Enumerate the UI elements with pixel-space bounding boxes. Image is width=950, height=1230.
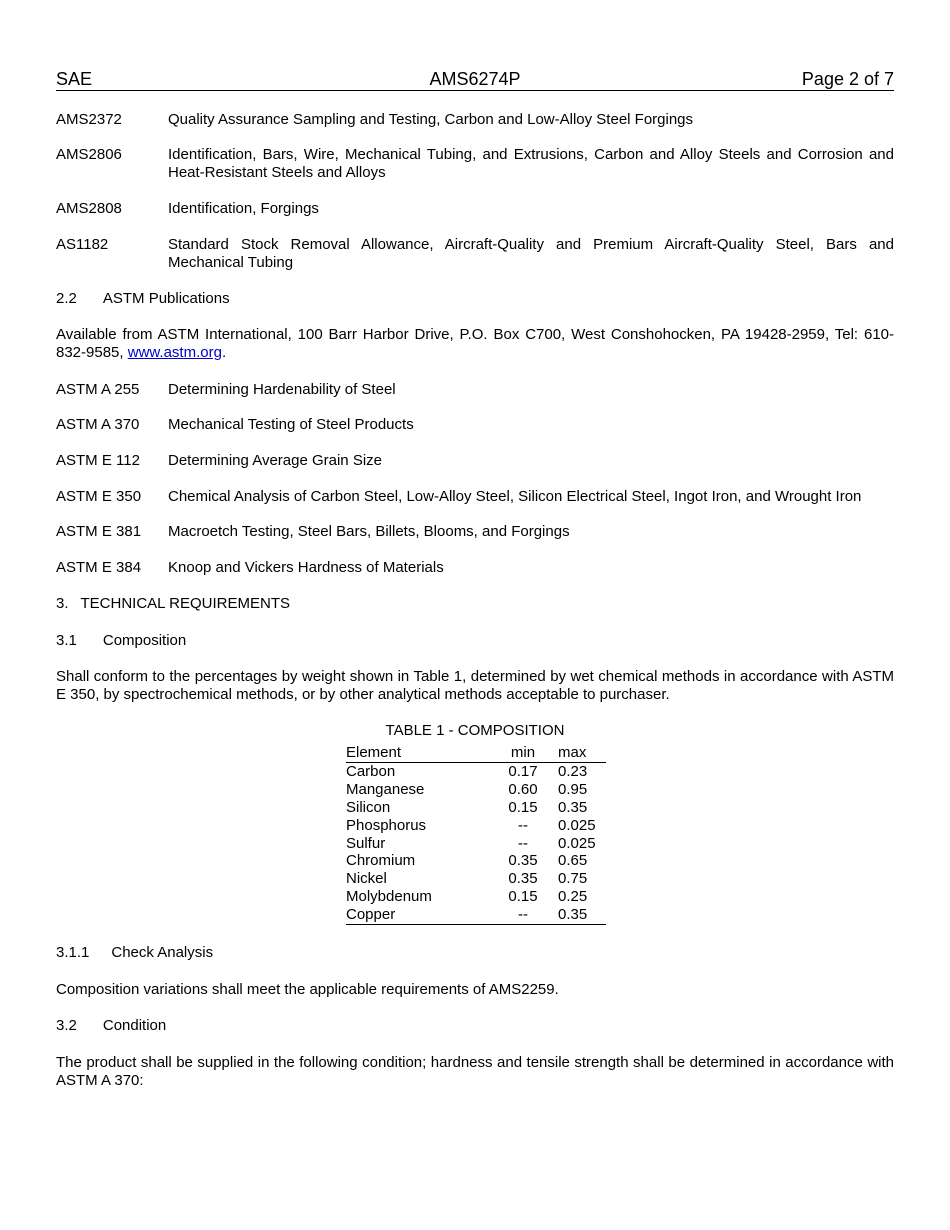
table-row (346, 852, 606, 870)
min-cell: 0.17 (508, 762, 538, 780)
header-page-number: Page 2 of 7 (801, 69, 894, 89)
reference-title: Identification, Forgings (168, 200, 319, 217)
reference-title: Standard Stock Removal Allowance, Aircraft-Quality and Premium Aircraft-Quality Steel, Bars and Mechanical Tubing (168, 236, 894, 271)
min-cell: 0.35 (508, 870, 538, 888)
max-cell: 0.35 (558, 906, 588, 924)
reference-code: ASTM A 255 (56, 381, 140, 398)
section-heading (56, 632, 894, 650)
reference-code: ASTM E 381 (56, 523, 142, 540)
min-cell: -- (518, 834, 528, 852)
reference-item (56, 200, 894, 218)
reference-item (56, 559, 894, 577)
composition-paragraph: Shall conform to the percentages by weight shown in Table 1, determined by wet chemical methods in accordance with ASTM E 350, by spectrochemical methods, or by other analytical methods acceptable to purchaser. (56, 668, 894, 703)
table-row (346, 906, 606, 924)
reference-code: AMS2806 (56, 146, 122, 163)
reference-code: ASTM E 112 (56, 452, 140, 469)
element-cell: Copper (346, 906, 396, 924)
availability-text: Available from ASTM International, 100 Barr Harbor Drive, P.O. Box C700, West Conshohocken, PA 19428-2959, Tel: 610-832-9585, (56, 326, 894, 361)
max-cell: 0.23 (558, 762, 588, 780)
min-cell: 0.35 (508, 852, 538, 870)
table-row (346, 870, 606, 888)
min-cell: 0.15 (508, 888, 538, 906)
element-cell: Manganese (346, 780, 425, 798)
min-cell: -- (518, 906, 528, 924)
reference-title: Chemical Analysis of Carbon Steel, Low-Alloy Steel, Silicon Electrical Steel, Ingot Iron, and Wrought Iron (168, 488, 862, 505)
reference-item (56, 523, 894, 541)
table-title: TABLE 1 - COMPOSITION (385, 722, 565, 739)
reference-title: Determining Average Grain Size (168, 452, 382, 469)
reference-code: AMS2372 (56, 111, 122, 128)
reference-title: Determining Hardenability of Steel (168, 381, 396, 398)
section-title: Condition (102, 1017, 167, 1034)
reference-item (56, 111, 894, 129)
reference-code: AMS2808 (56, 200, 122, 217)
section-title: Composition (102, 632, 187, 649)
reference-title: Identification, Bars, Wire, Mechanical Tubing, and Extrusions, Carbon and Alloy Steels and Corrosion and Heat-Resistant Steels and Alloys (168, 146, 894, 181)
min-cell: -- (518, 816, 528, 834)
table-row (346, 817, 606, 835)
reference-item (56, 452, 894, 470)
max-cell: 0.65 (558, 852, 588, 870)
section-heading (56, 595, 894, 613)
section-heading (56, 290, 894, 308)
max-cell: 0.95 (558, 780, 588, 798)
reference-title: Quality Assurance Sampling and Testing, Carbon and Low-Alloy Steel Forgings (168, 111, 694, 128)
element-cell: Carbon (346, 762, 396, 780)
element-cell: Sulfur (346, 834, 386, 852)
section-heading (56, 1017, 894, 1035)
column-header: Element (346, 744, 492, 762)
max-cell: 0.025 (558, 816, 596, 834)
astm-website-link[interactable]: www.astm.org (127, 344, 222, 361)
table-row (346, 835, 606, 853)
reference-code: AS1182 (56, 236, 109, 253)
column-header: max (554, 744, 606, 762)
max-cell: 0.25 (558, 888, 588, 906)
header-org: SAE (56, 69, 93, 89)
reference-title: Knoop and Vickers Hardness of Materials (168, 559, 444, 576)
table-header-row (346, 744, 606, 762)
section-title: ASTM Publications (102, 290, 230, 307)
reference-code: ASTM E 384 (56, 559, 142, 576)
table-row (346, 762, 606, 780)
element-cell: Chromium (346, 852, 416, 870)
element-cell: Phosphorus (346, 816, 427, 834)
section-title: Check Analysis (111, 944, 214, 961)
section-number: 3.1.1 (56, 944, 90, 961)
min-cell: 0.15 (508, 798, 538, 816)
reference-item (56, 416, 894, 434)
table-row (346, 888, 606, 906)
max-cell: 0.35 (558, 798, 588, 816)
section-heading (56, 944, 894, 962)
reference-title: Mechanical Testing of Steel Products (168, 416, 414, 433)
reference-item (56, 488, 894, 506)
section-number: 3.1 (56, 632, 77, 649)
page-header (56, 68, 894, 91)
reference-item (56, 381, 894, 399)
column-header: min (492, 744, 554, 762)
section-number: 2.2 (56, 290, 77, 307)
section-title: TECHNICAL REQUIREMENTS (80, 595, 290, 612)
condition-paragraph: The product shall be supplied in the following condition; hardness and tensile strength shall be determined in accordance with ASTM A 370: (56, 1054, 894, 1089)
section-number: 3.2 (56, 1017, 77, 1034)
table-row (346, 781, 606, 799)
reference-item (56, 146, 894, 182)
section-number: 3. (56, 595, 69, 612)
min-cell: 0.60 (508, 780, 538, 798)
max-cell: 0.75 (558, 870, 588, 888)
reference-code: ASTM A 370 (56, 416, 140, 433)
table-row (346, 799, 606, 817)
composition-table (346, 744, 606, 925)
header-doc-number: AMS6274P (429, 69, 521, 89)
element-cell: Silicon (346, 798, 391, 816)
reference-title: Macroetch Testing, Steel Bars, Billets, Blooms, and Forgings (168, 523, 570, 540)
check-analysis-paragraph: Composition variations shall meet the applicable requirements of AMS2259. (56, 981, 559, 998)
reference-code: ASTM E 350 (56, 488, 142, 505)
max-cell: 0.025 (558, 834, 596, 852)
element-cell: Nickel (346, 870, 387, 888)
element-cell: Molybdenum (346, 888, 432, 906)
availability-paragraph (56, 326, 894, 362)
period: . (221, 344, 227, 361)
reference-item (56, 236, 894, 272)
